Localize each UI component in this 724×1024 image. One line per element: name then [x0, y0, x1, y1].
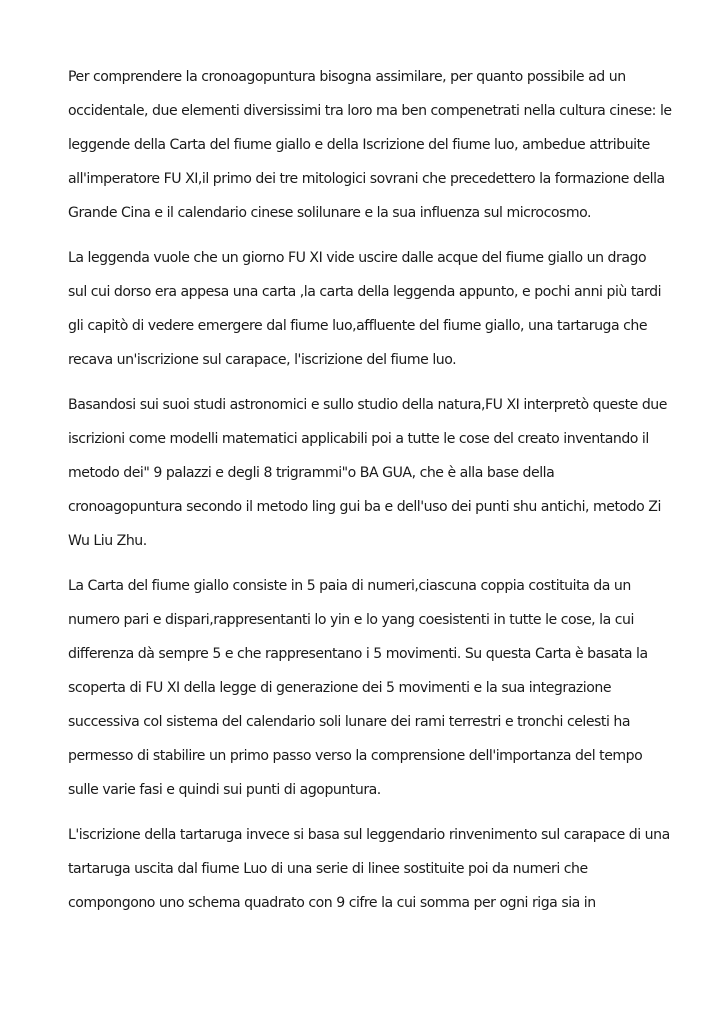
paragraph-1 — [68, 62, 672, 232]
text-line: all'imperatore FU XI,il primo dei tre mitologici sovrani che precedettero la formazione della — [68, 171, 665, 187]
text-line: differenza dà sempre 5 e che rappresentano i 5 movimenti. Su questa Carta è basata la — [68, 646, 648, 662]
paragraph-3 — [68, 390, 668, 560]
text-line: cronoagopuntura secondo il metodo ling gui ba e dell'uso dei punti shu antichi, metodo Zi — [68, 499, 661, 515]
text-line: sul cui dorso era appesa una carta ,la carta della leggenda appunto, e pochi anni più tardi — [68, 284, 662, 300]
text-line: gli capitò di vedere emergere dal fiume luo,affluente del fiume giallo, una tartaruga che — [68, 318, 648, 334]
text-line: scoperta di FU XI della legge di generazione dei 5 movimenti e la sua integrazione — [68, 680, 612, 696]
paragraph-2 — [68, 243, 668, 379]
text-line: metodo dei" 9 palazzi e degli 8 trigrammi"o BA GUA, che è alla base della — [68, 465, 555, 481]
text-line: occidentale, due elementi diversissimi tra loro ma ben compenetrati nella cultura cinese: le — [68, 103, 672, 119]
text-line: successiva col sistema del calendario soli lunare dei rami terrestri e tronchi celesti ha — [68, 714, 630, 730]
text-line: numero pari e dispari,rappresentanti lo yin e lo yang coesistenti in tutte le cose, la cui — [68, 612, 634, 628]
text-line: Wu Liu Zhu. — [68, 533, 147, 549]
text-line: sulle varie fasi e quindi sui punti di agopuntura. — [68, 782, 381, 798]
text-line: recava un'iscrizione sul carapace, l'iscrizione del fiume luo. — [68, 352, 457, 368]
document-body — [68, 62, 672, 933]
text-line: Grande Cina e il calendario cinese solilunare e la sua influenza sul microcosmo. — [68, 205, 591, 221]
text-line: L'iscrizione della tartaruga invece si basa sul leggendario rinvenimento sul carapace di una — [68, 827, 670, 843]
text-line: Basandosi sui suoi studi astronomici e sullo studio della natura,FU XI interpretò queste due — [68, 397, 667, 413]
text-line: iscrizioni come modelli matematici applicabili poi a tutte le cose del creato inventando il — [68, 431, 649, 447]
text-line: permesso di stabilire un primo passo verso la comprensione dell'importanza del tempo — [68, 748, 643, 764]
text-line: Per comprendere la cronoagopuntura bisogna assimilare, per quanto possibile ad un — [68, 69, 626, 85]
text-line: La Carta del fiume giallo consiste in 5 paia di numeri,ciascuna coppia costituita da un — [68, 578, 631, 594]
paragraph-4 — [68, 571, 668, 809]
text-line: compongono uno schema quadrato con 9 cifre la cui somma per ogni riga sia in — [68, 895, 596, 911]
text-line: tartaruga uscita dal fiume Luo di una serie di linee sostituite poi da numeri che — [68, 861, 588, 877]
paragraph-5 — [68, 820, 668, 922]
text-line: La leggenda vuole che un giorno FU XI vide uscire dalle acque del fiume giallo un drago — [68, 250, 647, 266]
text-line: leggende della Carta del fiume giallo e della Iscrizione del fiume luo, ambedue attribuite — [68, 137, 650, 153]
